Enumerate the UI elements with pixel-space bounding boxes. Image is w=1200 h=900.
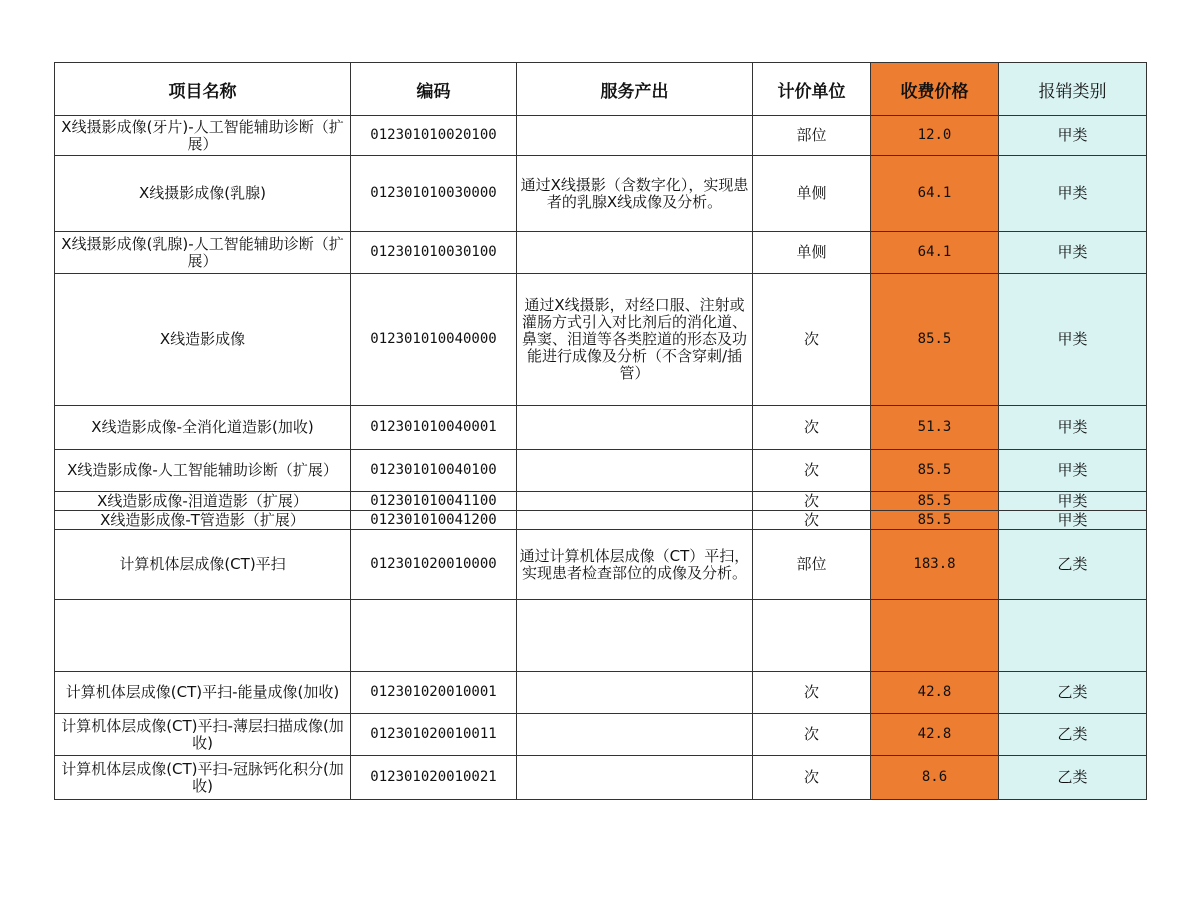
cell-price[interactable]: 183.8 — [871, 530, 999, 600]
table-row — [55, 672, 1147, 714]
cell-item-name[interactable]: 计算机体层成像(CT)平扫-冠脉钙化积分(加收) — [55, 756, 351, 800]
cell-category[interactable]: 乙类 — [999, 672, 1147, 714]
cell-item-name[interactable]: X线造影成像-泪道造影（扩展） — [55, 492, 351, 511]
cell-service-output[interactable] — [517, 672, 753, 714]
cell-code[interactable]: 012301010030100 — [351, 232, 517, 274]
fee-table — [54, 62, 1147, 800]
table-row — [55, 600, 1147, 672]
cell-item-name[interactable]: X线摄影成像(乳腺)-人工智能辅助诊断（扩展） — [55, 232, 351, 274]
cell-item-name[interactable]: 计算机体层成像(CT)平扫 — [55, 530, 351, 600]
table-row — [55, 492, 1147, 511]
cell-unit[interactable]: 次 — [753, 450, 871, 492]
cell-unit[interactable]: 次 — [753, 511, 871, 530]
cell-unit[interactable]: 单侧 — [753, 156, 871, 232]
cell-unit[interactable]: 次 — [753, 274, 871, 406]
cell-price[interactable]: 85.5 — [871, 450, 999, 492]
cell-service-output[interactable] — [517, 714, 753, 756]
cell-service-output[interactable]: 通过计算机体层成像（CT）平扫，实现患者检查部位的成像及分析。 — [517, 530, 753, 600]
cell-item-name[interactable]: 计算机体层成像(CT)平扫-薄层扫描成像(加收) — [55, 714, 351, 756]
header-reimbursement-category[interactable]: 报销类别 — [999, 63, 1147, 116]
header-code[interactable]: 编码 — [351, 63, 517, 116]
cell-category[interactable] — [999, 600, 1147, 672]
cell-price[interactable]: 85.5 — [871, 511, 999, 530]
cell-item-name[interactable]: 计算机体层成像(CT)平扫-能量成像(加收) — [55, 672, 351, 714]
cell-category[interactable]: 乙类 — [999, 756, 1147, 800]
cell-service-output[interactable] — [517, 116, 753, 156]
cell-service-output[interactable] — [517, 232, 753, 274]
cell-category[interactable]: 甲类 — [999, 156, 1147, 232]
cell-code[interactable]: 012301010040000 — [351, 274, 517, 406]
header-price[interactable]: 收费价格 — [871, 63, 999, 116]
cell-item-name[interactable]: X线摄影成像(乳腺) — [55, 156, 351, 232]
table-row — [55, 450, 1147, 492]
header-unit[interactable]: 计价单位 — [753, 63, 871, 116]
cell-price[interactable]: 64.1 — [871, 156, 999, 232]
table-row — [55, 756, 1147, 800]
cell-service-output[interactable] — [517, 450, 753, 492]
cell-unit[interactable]: 部位 — [753, 116, 871, 156]
cell-code[interactable]: 012301020010001 — [351, 672, 517, 714]
cell-price[interactable]: 42.8 — [871, 714, 999, 756]
cell-service-output[interactable] — [517, 511, 753, 530]
cell-price[interactable]: 12.0 — [871, 116, 999, 156]
cell-code[interactable]: 012301010040100 — [351, 450, 517, 492]
cell-code[interactable]: 012301020010021 — [351, 756, 517, 800]
cell-code[interactable]: 012301010020100 — [351, 116, 517, 156]
cell-code[interactable]: 012301010041200 — [351, 511, 517, 530]
cell-service-output[interactable] — [517, 600, 753, 672]
cell-category[interactable]: 甲类 — [999, 406, 1147, 450]
cell-unit[interactable]: 次 — [753, 714, 871, 756]
cell-category[interactable]: 甲类 — [999, 492, 1147, 511]
cell-service-output[interactable]: 通过X线摄影（含数字化），实现患者的乳腺X线成像及分析。 — [517, 156, 753, 232]
cell-price[interactable]: 42.8 — [871, 672, 999, 714]
cell-code[interactable]: 012301010041100 — [351, 492, 517, 511]
cell-price[interactable]: 8.6 — [871, 756, 999, 800]
cell-category[interactable]: 乙类 — [999, 714, 1147, 756]
cell-price[interactable]: 64.1 — [871, 232, 999, 274]
cell-category[interactable]: 甲类 — [999, 232, 1147, 274]
cell-code[interactable]: 012301010030000 — [351, 156, 517, 232]
cell-unit[interactable]: 单侧 — [753, 232, 871, 274]
cell-unit[interactable]: 次 — [753, 672, 871, 714]
table-row — [55, 511, 1147, 530]
table-row — [55, 274, 1147, 406]
cell-code[interactable]: 012301020010011 — [351, 714, 517, 756]
cell-service-output[interactable]: 通过X线摄影，对经口服、注射或灌肠方式引入对比剂后的消化道、鼻窦、泪道等各类腔道的形态及功能进行成像及分析（不含穿刺/插管） — [517, 274, 753, 406]
cell-category[interactable]: 甲类 — [999, 450, 1147, 492]
cell-price[interactable]: 85.5 — [871, 274, 999, 406]
cell-item-name[interactable]: X线造影成像-人工智能辅助诊断（扩展） — [55, 450, 351, 492]
cell-item-name[interactable]: X线造影成像-全消化道造影(加收) — [55, 406, 351, 450]
cell-code[interactable]: 012301010040001 — [351, 406, 517, 450]
cell-price[interactable]: 51.3 — [871, 406, 999, 450]
cell-item-name[interactable]: X线造影成像 — [55, 274, 351, 406]
table-row — [55, 714, 1147, 756]
cell-price[interactable]: 85.5 — [871, 492, 999, 511]
cell-item-name[interactable]: X线造影成像-T管造影（扩展） — [55, 511, 351, 530]
cell-category[interactable]: 乙类 — [999, 530, 1147, 600]
cell-service-output[interactable] — [517, 492, 753, 511]
header-service-output[interactable]: 服务产出 — [517, 63, 753, 116]
cell-unit[interactable]: 部位 — [753, 530, 871, 600]
header-item-name[interactable]: 项目名称 — [55, 63, 351, 116]
cell-category[interactable]: 甲类 — [999, 511, 1147, 530]
cell-unit[interactable]: 次 — [753, 492, 871, 511]
table-row — [55, 530, 1147, 600]
table-row — [55, 116, 1147, 156]
table-row — [55, 232, 1147, 274]
cell-item-name[interactable] — [55, 600, 351, 672]
cell-category[interactable]: 甲类 — [999, 116, 1147, 156]
cell-code[interactable]: 012301020010000 — [351, 530, 517, 600]
table-row — [55, 156, 1147, 232]
cell-service-output[interactable] — [517, 406, 753, 450]
table-row — [55, 406, 1147, 450]
cell-unit[interactable]: 次 — [753, 756, 871, 800]
header-row — [55, 63, 1147, 116]
cell-unit[interactable]: 次 — [753, 406, 871, 450]
cell-price[interactable] — [871, 600, 999, 672]
cell-code[interactable] — [351, 600, 517, 672]
cell-unit[interactable] — [753, 600, 871, 672]
cell-category[interactable]: 甲类 — [999, 274, 1147, 406]
cell-service-output[interactable] — [517, 756, 753, 800]
cell-item-name[interactable]: X线摄影成像(牙片)-人工智能辅助诊断（扩展） — [55, 116, 351, 156]
